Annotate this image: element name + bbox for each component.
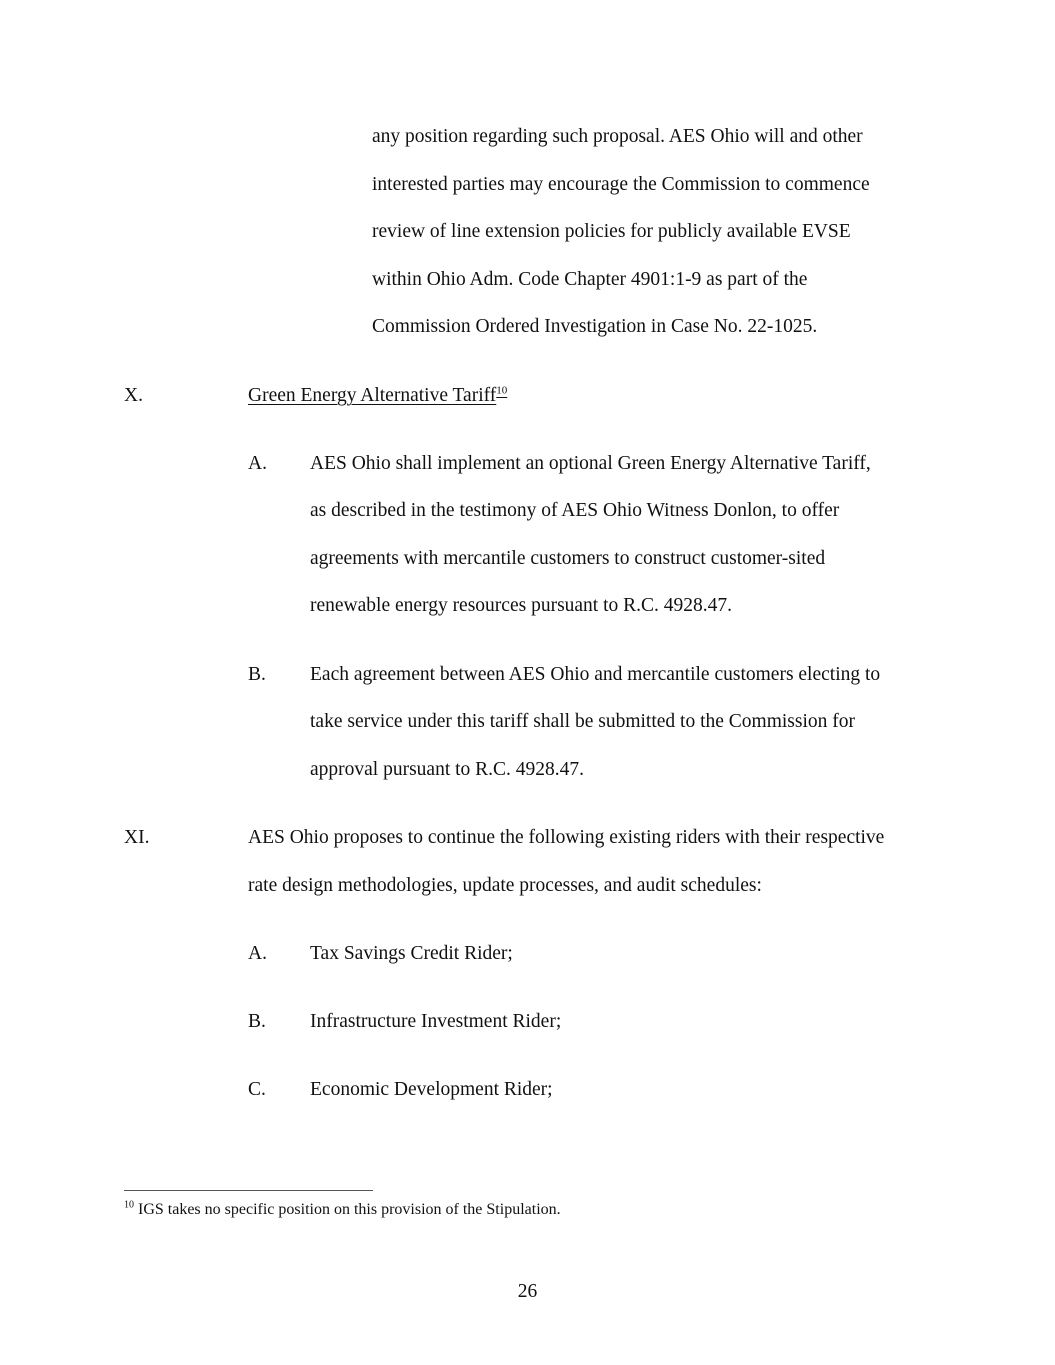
footnote-text: IGS takes no specific position on this provision of the Stipulation. xyxy=(134,1201,561,1218)
text-line: rate design methodologies, update processes, and audit schedules: xyxy=(248,875,762,896)
text-line: any position regarding such proposal. AES Ohio will and other xyxy=(372,126,863,147)
item-text: Infrastructure Investment Rider; xyxy=(310,1011,562,1032)
text-line: interested parties may encourage the Commission to commence xyxy=(372,174,870,195)
footnote-reference[interactable]: 10 xyxy=(496,384,508,397)
section-number: XI. xyxy=(124,827,150,848)
text-line: agreements with mercantile customers to construct customer-sited xyxy=(310,548,826,569)
section-number: X. xyxy=(124,385,143,406)
footnote-number: 10 xyxy=(124,1199,134,1211)
page-number: 26 xyxy=(517,1281,538,1302)
section-title: Green Energy Alternative Tariff xyxy=(248,385,497,406)
item-label: B. xyxy=(248,1011,266,1032)
footnote xyxy=(124,1200,561,1220)
item-text: Tax Savings Credit Rider; xyxy=(310,943,513,964)
text-line: as described in the testimony of AES Ohio Witness Donlon, to offer xyxy=(310,500,840,521)
text-line: Commission Ordered Investigation in Case No. 22-1025. xyxy=(372,316,818,337)
item-label: A. xyxy=(248,943,267,964)
item-label: A. xyxy=(248,453,267,474)
text-line: review of line extension policies for publicly available EVSE xyxy=(372,221,851,242)
item-label: C. xyxy=(248,1079,266,1100)
footnote-divider xyxy=(124,1190,373,1191)
text-line: within Ohio Adm. Code Chapter 4901:1-9 as part of the xyxy=(372,269,808,290)
item-label: B. xyxy=(248,664,266,685)
text-line: take service under this tariff shall be submitted to the Commission for xyxy=(310,711,855,732)
text-line: Each agreement between AES Ohio and mercantile customers electing to xyxy=(310,664,881,685)
text-line: AES Ohio proposes to continue the following existing riders with their respective xyxy=(248,827,885,848)
section-heading xyxy=(248,384,507,408)
text-line: renewable energy resources pursuant to R.C. 4928.47. xyxy=(310,595,733,616)
item-text: Economic Development Rider; xyxy=(310,1079,553,1100)
text-line: AES Ohio shall implement an optional Green Energy Alternative Tariff, xyxy=(310,453,871,474)
text-line: approval pursuant to R.C. 4928.47. xyxy=(310,759,585,780)
